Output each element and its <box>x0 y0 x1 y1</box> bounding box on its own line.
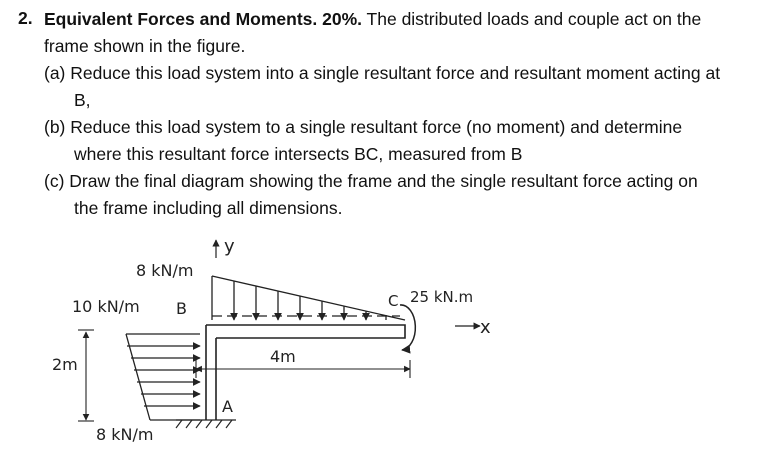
question-title: Equivalent Forces and Moments. 20%. <box>44 9 362 29</box>
load-envelope-top <box>212 276 405 320</box>
question-intro-line1: The distributed loads and couple act on the <box>366 9 702 29</box>
part-text: Draw the final diagram showing the frame and the single resultant force acting on <box>69 171 698 191</box>
part-text: Reduce this load system into a single resultant force and resultant moment acting at <box>70 63 721 83</box>
part-label: (b) <box>44 117 66 137</box>
y-axis-label: y <box>224 236 235 257</box>
part-label: (c) <box>44 171 65 191</box>
member-bc <box>206 325 405 338</box>
label-dim-vertical: 2m <box>52 355 78 374</box>
label-moment: 25 kN.m <box>410 288 474 306</box>
dimension-horizontal <box>196 360 410 378</box>
x-axis-label: x <box>480 317 491 338</box>
member-ab <box>206 325 216 420</box>
label-load-left-top: 10 kN/m <box>72 297 140 316</box>
label-load-left-bottom: 8 kN/m <box>96 425 154 444</box>
question-intro-line2: frame shown in the figure. <box>44 36 246 56</box>
load-envelope-left <box>126 334 150 420</box>
dimension-vertical <box>78 330 94 421</box>
label-load-top: 8 kN/m <box>136 261 194 280</box>
distributed-load-left <box>126 334 200 420</box>
distributed-load-top <box>212 276 405 320</box>
pin-support-a <box>176 420 236 428</box>
frame-members <box>206 325 405 420</box>
part-label: (a) <box>44 63 66 83</box>
part-b-line2: where this resultant force intersects BC, measured from B <box>74 144 523 164</box>
label-dim-horizontal: 4m <box>270 347 296 366</box>
part-c-line2: the frame including all dimensions. <box>74 198 343 218</box>
part-text: Reduce this load system to a single resultant force (no moment) and determine <box>70 117 683 137</box>
couple-moment-arc <box>400 305 415 350</box>
label-point-a: A <box>222 397 233 416</box>
question-number: 2. <box>18 8 33 28</box>
part-a-line2: B, <box>74 90 91 110</box>
label-point-c: C <box>388 292 399 310</box>
label-point-b: B <box>176 299 187 318</box>
